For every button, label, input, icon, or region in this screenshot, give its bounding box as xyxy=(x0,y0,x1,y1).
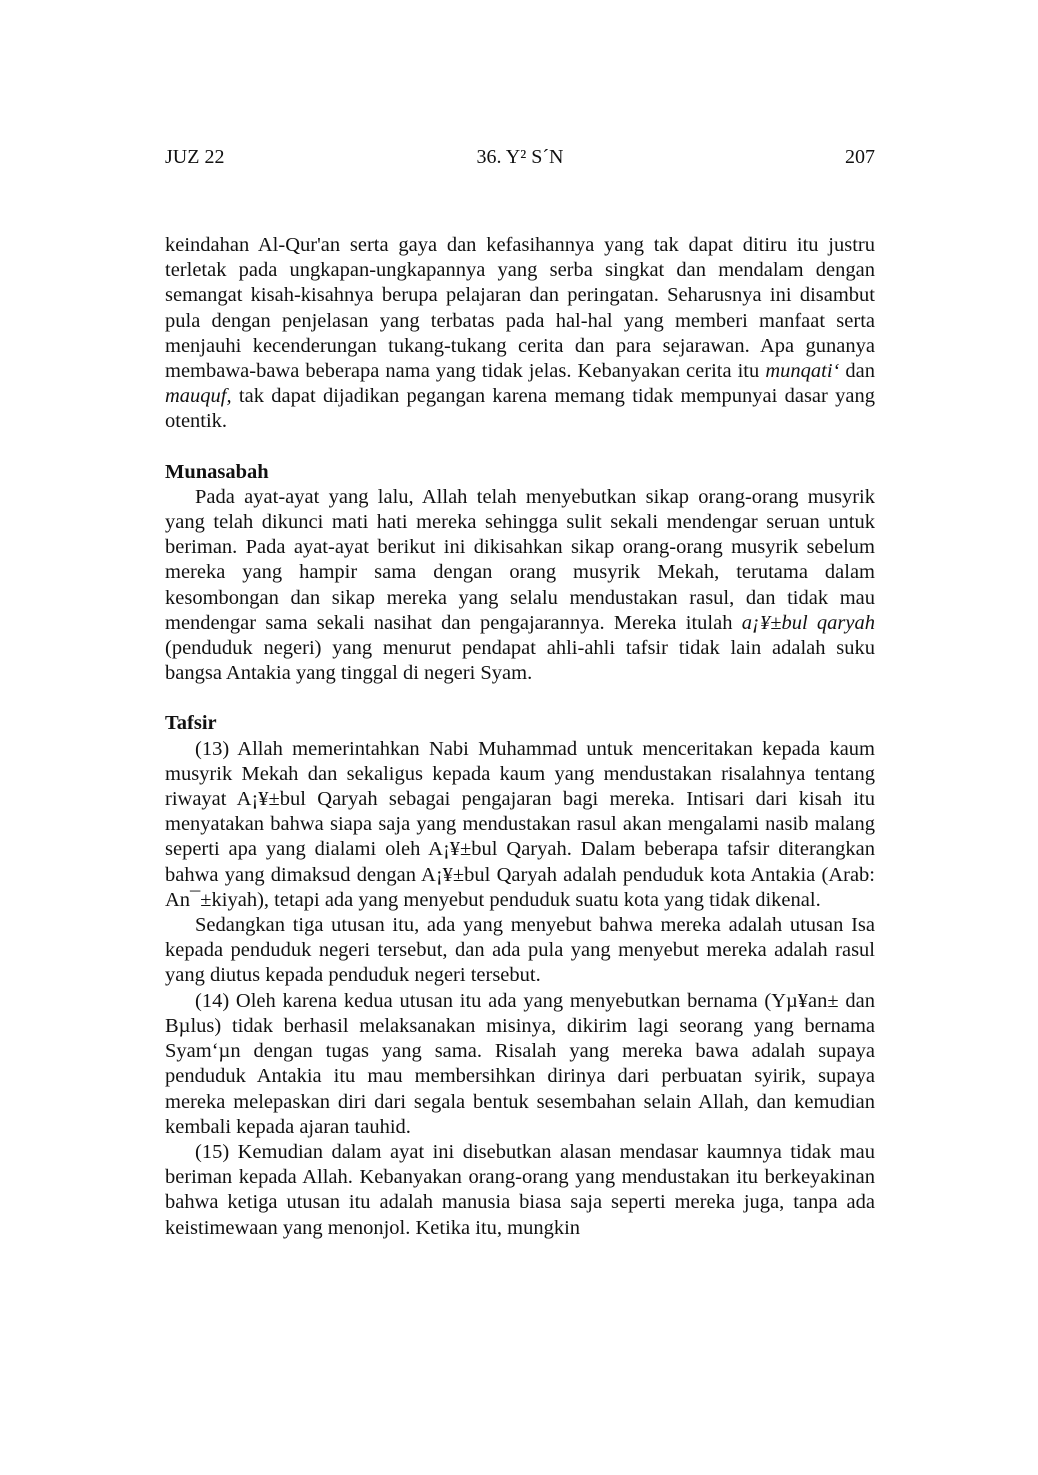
munasabah-paragraph xyxy=(165,485,875,687)
intro-text-3: tak dapat dijadikan pegangan karena memang tidak mempunyai dasar yang otentik. xyxy=(165,385,875,433)
juz-label: JUZ 22 xyxy=(165,146,225,168)
tafsir-paragraph-14: (14) Oleh karena kedua utusan itu ada yang menyebutkan bernama (Yµ¥an± dan Bµlus) tidak berhasil melaksanakan misinya, dikirim lagi seorang yang bernama Syam‘µn dengan tugas yang sama. Risalah yang mereka bawa adalah supaya penduduk Antakia itu mau membersihkan dirinya dari perbuatan syirik, supaya mereka melepaskan diri dari segala bentuk sesembahan selain Allah, dan kemudian kembali kepada ajaran tauhid. xyxy=(165,989,875,1138)
intro-text-2: dan xyxy=(839,360,875,383)
intro-term-munqati: munqati‘ xyxy=(765,360,840,383)
intro-term-mauquf: mauquf, xyxy=(165,385,232,408)
munasabah-text-2: (penduduk negeri) yang menurut pendapat ahli-ahli tafsir tidak lain adalah suku bangsa Antakia yang tinggal di negeri Syam. xyxy=(165,637,875,685)
page-number: 207 xyxy=(845,146,875,168)
munasabah-term: a¡¥±bul qaryah xyxy=(741,611,875,634)
page-body xyxy=(165,233,875,1241)
tafsir-paragraph-13: (13) Allah memerintahkan Nabi Muhammad untuk menceritakan kepada kaum musyrik Mekah dan sekaligus kepada kaum yang mendustakan risalahnya tentang riwayat A¡¥±bul Qaryah sebagai pengajaran bagi mereka. Intisari dari kisah itu menyatakan bahwa siapa saja yang mendustakan rasul akan mengalami nasib malang seperti apa yang dialami oleh A¡¥±bul Qaryah. Dalam beberapa tafsir diterangkan bahwa yang dimaksud dengan A¡¥±bul Qaryah adalah penduduk kota Antakia (Arab: An¯±kiyah), tetapi ada yang menyebut penduduk suatu kota yang tidak dikenal. xyxy=(165,737,875,911)
tafsir-paragraph-utusan: Sedangkan tiga utusan itu, ada yang menyebut bahwa mereka adalah utusan Isa kepada penduduk negeri tersebut, dan ada pula yang menyebut mereka adalah rasul yang diutus kepada penduduk negeri tersebut. xyxy=(165,914,875,987)
munasabah-text-1: Pada ayat-ayat yang lalu, Allah telah menyebutkan sikap orang-orang musyrik yang telah dikunci mati hati mereka sehingga sulit sekali mendengar seruan untuk beriman. Pada ayat-ayat berikut ini dikisahkan sikap orang-orang musyrik sebelum mereka yang hampir sama dengan orang musyrik Mekah, terutama dalam kesombongan dan sikap mereka yang selalu mendustakan rasul, dan tidak mau mendengar sama sekali nasihat dan pengajarannya. Mereka itulah xyxy=(165,485,875,634)
page-header xyxy=(165,146,875,172)
munasabah-heading: Munasabah xyxy=(165,460,269,483)
surah-title: 36. Y² S´N xyxy=(476,146,564,168)
tafsir-heading: Tafsir xyxy=(165,712,217,735)
tafsir-paragraph-15: (15) Kemudian dalam ayat ini disebutkan alasan mendasar kaumnya tidak mau beriman kepada Allah. Kebanyakan orang-orang yang mendustakan itu berkeyakinan bahwa ketiga utusan itu adalah manusia biasa saja seperti mereka juga, tanpa ada keistimewaan yang menonjol. Ketika itu, mungkin xyxy=(165,1140,875,1239)
intro-text-1: keindahan Al-Qur'an serta gaya dan kefasihannya yang tak dapat ditiru itu justru terletak pada ungkapan-ungkapannya yang serba singkat dan mendalam dengan semangat kisah-kisahnya berupa pelajaran dan peringatan. Seharusnya ini disambut pula dengan penjelasan yang terbatas pada hal-hal yang memberi manfaat serta menjauhi kecenderungan tukang-tukang cerita dan para sejarawan. Apa gunanya membawa-bawa beberapa nama yang tidak jelas. Kebanyakan cerita itu xyxy=(165,234,875,383)
intro-paragraph xyxy=(165,233,875,435)
